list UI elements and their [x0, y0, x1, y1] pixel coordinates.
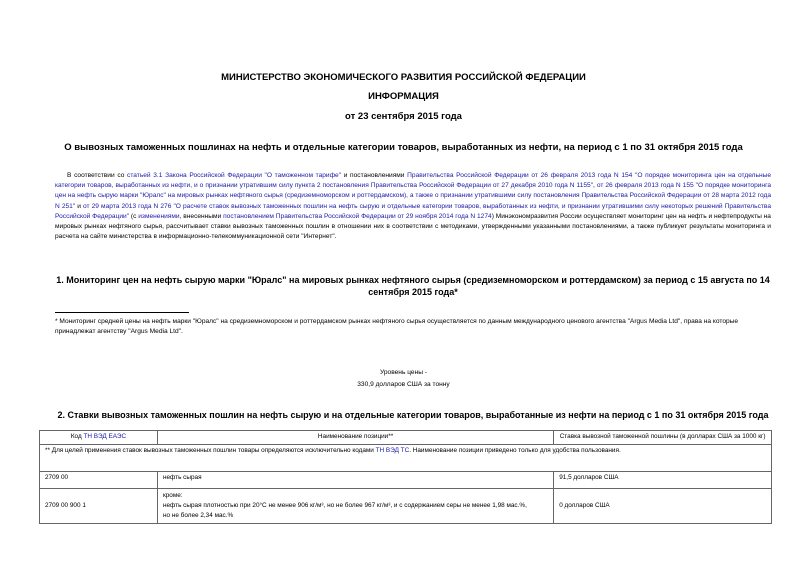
row-name-line-1: нефть сырая плотностью при 20°С не менее 906 кг/м³, но не более 967 кг/м³, и с содержанием серы не менее 1,98 мас.%,	[162, 502, 527, 509]
duty-rates-table	[39, 430, 772, 524]
row-rate-cell	[554, 489, 772, 524]
row-rate: 0 долларов США	[559, 502, 610, 509]
price-level-value: 330,9 долларов США за тонну	[357, 381, 450, 388]
row-name-cell	[157, 489, 553, 524]
header-rate: Ставка вывозной таможенной пошлины (в долларах США за 1000 кг)	[554, 431, 772, 445]
row-code-cell	[40, 489, 158, 524]
row-code: 2709 00	[40, 472, 158, 489]
customs-tariff-law-link[interactable]: статьей 3.1 Закона Российской Федерации "О таможенном тарифе"	[127, 172, 342, 179]
intro-text-2: и постановлениями	[341, 172, 408, 179]
intro-text-4: и	[75, 202, 84, 210]
footnote-text: * Мониторинг средней цены на нефть марки "Юралс" на средиземноморском и роттердамском рынках нефтяного сырья осуществляется по данным международного ценового агентства "Argus Media Ltd", права на которые принадлежат агентству "Argus Media Ltd".	[55, 318, 739, 335]
document-date: от 23 сентября 2015 года	[345, 111, 462, 122]
row-code: 2709 00 900 1	[45, 502, 86, 509]
table-note-link[interactable]: ТН ВЭД ТС	[375, 447, 410, 454]
intro-text-7: ) Минэкономразвития России осуществляет мониторинг цен на нефть и нефтепродукты на мировых рынках нефтяного сырья, рассчитывает ставки вывозных таможенных пошлин в отношении них в соответствии с методиками, утвержденными указанными постановлениями, а также публикует результаты мониторинга и расчета на сайте министерства в информационно-телекоммуникационной сети "Интернет".	[55, 212, 771, 241]
row-name-line-2: но не более 2,34 мас.%	[162, 512, 234, 519]
table-header-row	[40, 431, 772, 445]
row-name-lead: кроме:	[162, 492, 183, 499]
intro-text-5: (с	[129, 212, 139, 220]
header-code-link[interactable]: ТН ВЭД ЕАЭС	[83, 433, 127, 440]
table-note-suffix: . Наименование позиции приведено только для удобства пользования.	[409, 447, 621, 454]
resolution-1274-link[interactable]: постановлением Правительства Российской Федерации от 29 ноября 2014 года N 1274	[223, 212, 492, 220]
header-name: Наименование позиции**	[157, 431, 553, 445]
price-level-label: Уровень цены -	[379, 369, 427, 376]
section-2-title: 2. Ставки вывозных таможенных пошлин на нефть сырую и на отдельные категории товаров, выработанные из нефти на период с 1 по 31 октября 2015 года	[57, 410, 769, 420]
table-row	[40, 489, 772, 524]
ministry-heading: МИНИСТЕРСТВО ЭКОНОМИЧЕСКОГО РАЗВИТИЯ РОССИЙСКОЙ ФЕДЕРАЦИИ	[221, 72, 586, 83]
amendments-link[interactable]: изменениями	[138, 212, 180, 220]
resolution-276-link[interactable]: от 29 марта 2013 года N 276 "О расчете ставок вывозных таможенных пошлин на нефть сырую и отдельные категории товаров, выработанных из нефти, и признании утратившими силу некоторых решений Правительства Российской Федерации"	[55, 202, 771, 220]
row-rate: 91,5 долларов США	[554, 472, 772, 489]
intro-text-6: , внесенными	[179, 212, 224, 220]
section-1-title: 1. Мониторинг цен на нефть сырую марки "Юралс" на мировых рынках нефтяного сырья (средиземноморском и роттердамском) за период с 15 августа по 14 сентября 2015 года*	[56, 275, 770, 297]
intro-text-3: ,	[593, 182, 597, 190]
footnote-divider	[55, 312, 189, 313]
header-code	[40, 431, 158, 445]
row-name: нефть сырая	[157, 472, 553, 489]
intro-text-1: В соответствии со	[67, 172, 128, 179]
table-note	[40, 445, 772, 472]
resolution-154-link[interactable]: Правительства Российской Федерации от 26 февраля 2013 года N 154 "О порядке мониторинга цен на отдельные категории товаров, выработанных из нефти, и о признании утратившим силу пункта 2 постановления Правительства Российской Федерации от 27 декабря 2010 года N 1155"	[55, 172, 771, 190]
document-subject: О вывозных таможенных пошлинах на нефть и отдельные категории товаров, выработанных из нефти, на период с 1 по 31 октября 2015 года	[64, 142, 743, 153]
resolution-155-link[interactable]: от 26 февраля 2013 года N 155 "О порядке мониторинга цен на нефть сырую марки "Юралс" на мировых рынках нефтяного сырья (средиземноморском и роттердамском), а также о признании утратившими силу постановления Правительства Российской Федерации от 28 марта 2012 года N 251"	[55, 182, 772, 210]
table-note-row	[40, 445, 772, 472]
header-code-prefix: Код	[70, 433, 84, 440]
table-row	[40, 472, 772, 489]
document-type-heading: ИНФОРМАЦИЯ	[368, 91, 439, 102]
table-note-prefix: ** Для целей применения ставок вывозных таможенных пошлин товары определяются исключительно кодами	[45, 447, 376, 454]
intro-paragraph	[55, 171, 771, 242]
